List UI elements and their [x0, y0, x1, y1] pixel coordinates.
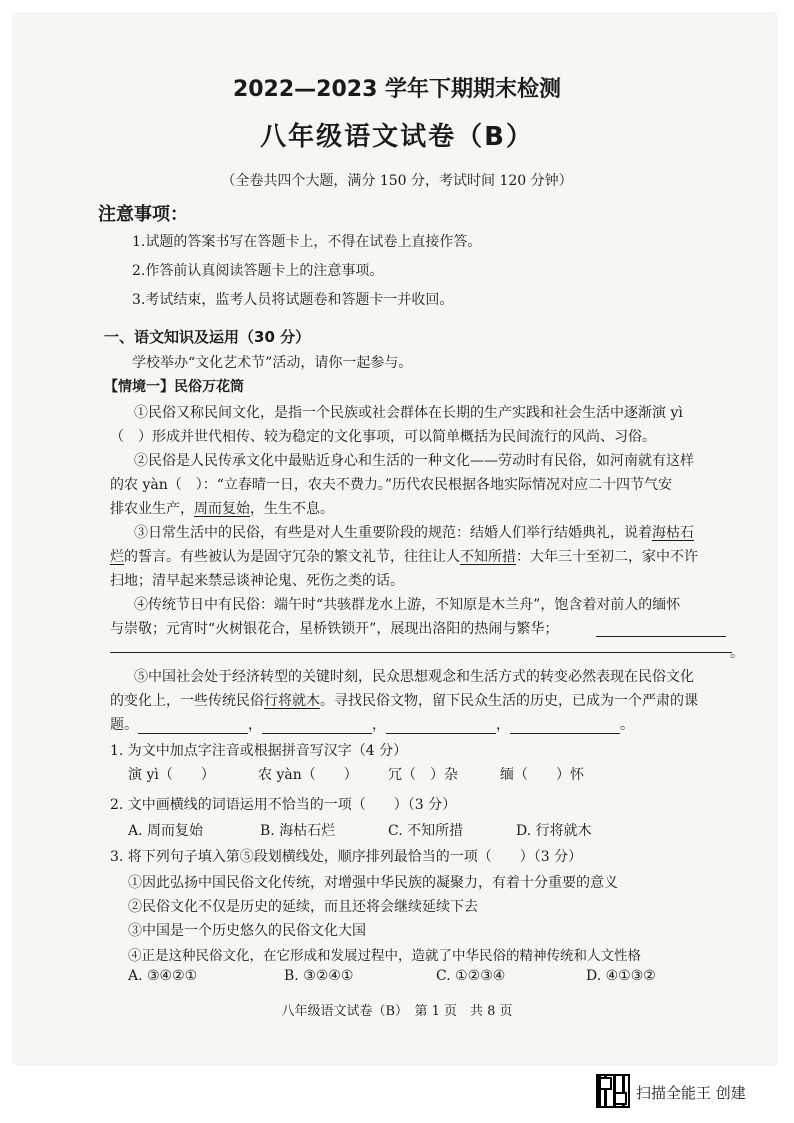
notice-heading: 注意事项： — [98, 204, 188, 225]
paragraph-5-line — [110, 714, 634, 734]
text-span: ， — [248, 717, 262, 733]
scanner-brand: 扫描全能王 创建 — [636, 1084, 746, 1102]
text-span: 。 — [620, 717, 634, 733]
paragraph-5-line — [110, 690, 698, 710]
notice-item: 1.试题的答案书写在答题卡上，不得在试卷上直接作答。 — [132, 234, 482, 250]
text-span: 的誓言。有些被认为是固守冗杂的繁文礼节，往往让人 — [124, 549, 460, 565]
question-1-item: 农 yàn（ ） — [258, 767, 358, 783]
underlined-word: 行将就木 — [264, 693, 320, 709]
text-span: 题。 — [110, 717, 138, 733]
text-span: ， — [372, 717, 386, 733]
question-2-option: A. 周而复始 — [128, 823, 204, 839]
question-3-sentence: ③中国是一个历史悠久的民俗文化大国 — [128, 923, 366, 939]
paragraph-1-line: （ ）形成并世代相传、较为稳定的文化事项，可以简单概括为民间流行的风尚、习俗。 — [110, 429, 656, 445]
page-footer: 八年级语文试卷（B） 第 1 页 共 8 页 — [281, 1004, 513, 1019]
paragraph-2-line: 的农 yàn（ ）：“立春晴一日，农夫不费力。”历代农民根据各地实际情况对应二十四节气安 — [110, 477, 673, 493]
question-3-option: A. ③④②① — [128, 968, 198, 984]
question-1-item: 缅（ ）怀 — [500, 767, 584, 783]
question-3-sentence: ①因此弘扬中国民俗文化传统，对增强中华民族的凝聚力，有着十分重要的意义 — [128, 875, 618, 891]
text-span: ③日常生活中的民俗，有些是对人生重要阶段的规范：结婚人们举行结婚典礼，说着 — [134, 525, 652, 541]
section-heading: 一、语文知识及运用（30 分） — [104, 328, 311, 346]
underlined-word: 周而复始 — [194, 501, 250, 517]
answer-blank — [596, 618, 726, 637]
exam-info: （全卷共四个大题，满分 150 分，考试时间 120 分钟） — [221, 173, 573, 189]
question-1-title: 1. 为文中加点字注音或根据拼音写汉字（4 分） — [110, 743, 408, 759]
paragraph-3-line — [110, 546, 698, 566]
question-3-option: D. ④①③② — [586, 968, 656, 984]
question-2-option: D. 行将就木 — [516, 823, 592, 839]
question-3-sentence: ②民俗文化不仅是历史的延续，而且还将会继续延续下去 — [128, 899, 478, 915]
scene-title: 民俗万花筒 — [174, 379, 244, 395]
underlined-word: 海枯石 — [652, 525, 694, 541]
question-2-option: B. 海枯石烂 — [260, 823, 336, 839]
question-1-item: 冗（ ）杂 — [388, 767, 458, 783]
answer-line — [110, 652, 732, 653]
notice-item: 2.作答前认真阅读答题卡上的注意事项。 — [132, 263, 384, 279]
text-span: 。寻找民俗文物，留下民众生活的历史，已成为一个严肃的课 — [320, 693, 698, 709]
text-span: 的变化上，一些传统民俗 — [110, 693, 264, 709]
text-span: ：大年三十至初二，家中不许 — [516, 549, 698, 565]
sentence-period: 。 — [730, 645, 744, 661]
scene-heading — [104, 376, 244, 396]
question-3-option: B. ③②④① — [284, 968, 354, 984]
paragraph-5-line: ⑤中国社会处于经济转型的关键时刻，民众思想观念和生活方式的转变必然表现在民俗文化 — [134, 669, 694, 685]
answer-blank — [386, 719, 496, 734]
paragraph-2-line — [110, 498, 334, 518]
answer-blank — [510, 719, 620, 734]
underlined-word: 不知所措 — [460, 549, 516, 565]
answer-blank — [262, 719, 372, 734]
paragraph-4-line: ④传统节日中有民俗：端午时“共骇群龙水上游，不知原是木兰舟”，饱含着对前人的缅怀 — [134, 597, 681, 613]
text-span: 排农业生产， — [110, 501, 194, 517]
section-intro: 学校举办“文化艺术节”活动，请你一起参与。 — [132, 355, 413, 371]
exam-title: 2022—2023 学年下期期末检测 — [232, 77, 562, 102]
paragraph-4-line: 与崇敬；元宵时“火树银花合，星桥铁锁开”，展现出洛阳的热闹与繁华； — [110, 621, 559, 637]
paragraph-1-line: ①民俗又称民间文化，是指一个民族或社会群体在长期的生产实践和社会生活中逐渐演 yì — [134, 405, 683, 421]
paragraph-3-line: 扫地；清早起来禁忌谈神论鬼、死伤之类的话。 — [110, 573, 404, 589]
paragraph-3-line — [134, 522, 694, 542]
exam-subtitle: 八年级语文试卷（B） — [260, 122, 534, 152]
question-3-option: C. ①②③④ — [436, 968, 506, 984]
paragraph-2-line: ②民俗是人民传承文化中最贴近身心和生活的一种文化——劳动时有民俗，如河南就有这样 — [134, 453, 694, 469]
scene-label: 【情境一】 — [104, 379, 174, 395]
question-3-title: 3. 将下列句子填入第⑤段划横线处，顺序排列最恰当的一项（ ）（3 分） — [110, 849, 583, 865]
text-span: ，生生不息。 — [250, 501, 334, 517]
question-3-sentence: ④正是这种民俗文化，在它形成和发展过程中，造就了中华民俗的精神传统和人文性格 — [128, 948, 641, 964]
notice-item: 3.考试结束，监考人员将试题卷和答题卡一并收回。 — [132, 292, 454, 308]
question-2-option: C. 不知所措 — [388, 823, 464, 839]
question-1-item: 演 yì（ ） — [128, 767, 215, 783]
text-span: ， — [496, 717, 510, 733]
underlined-word: 烂 — [110, 549, 124, 565]
answer-blank — [138, 719, 248, 734]
qr-code-icon — [596, 1074, 630, 1108]
question-2-title: 2. 文中画横线的词语运用不恰当的一项（ ）（3 分） — [110, 797, 457, 813]
